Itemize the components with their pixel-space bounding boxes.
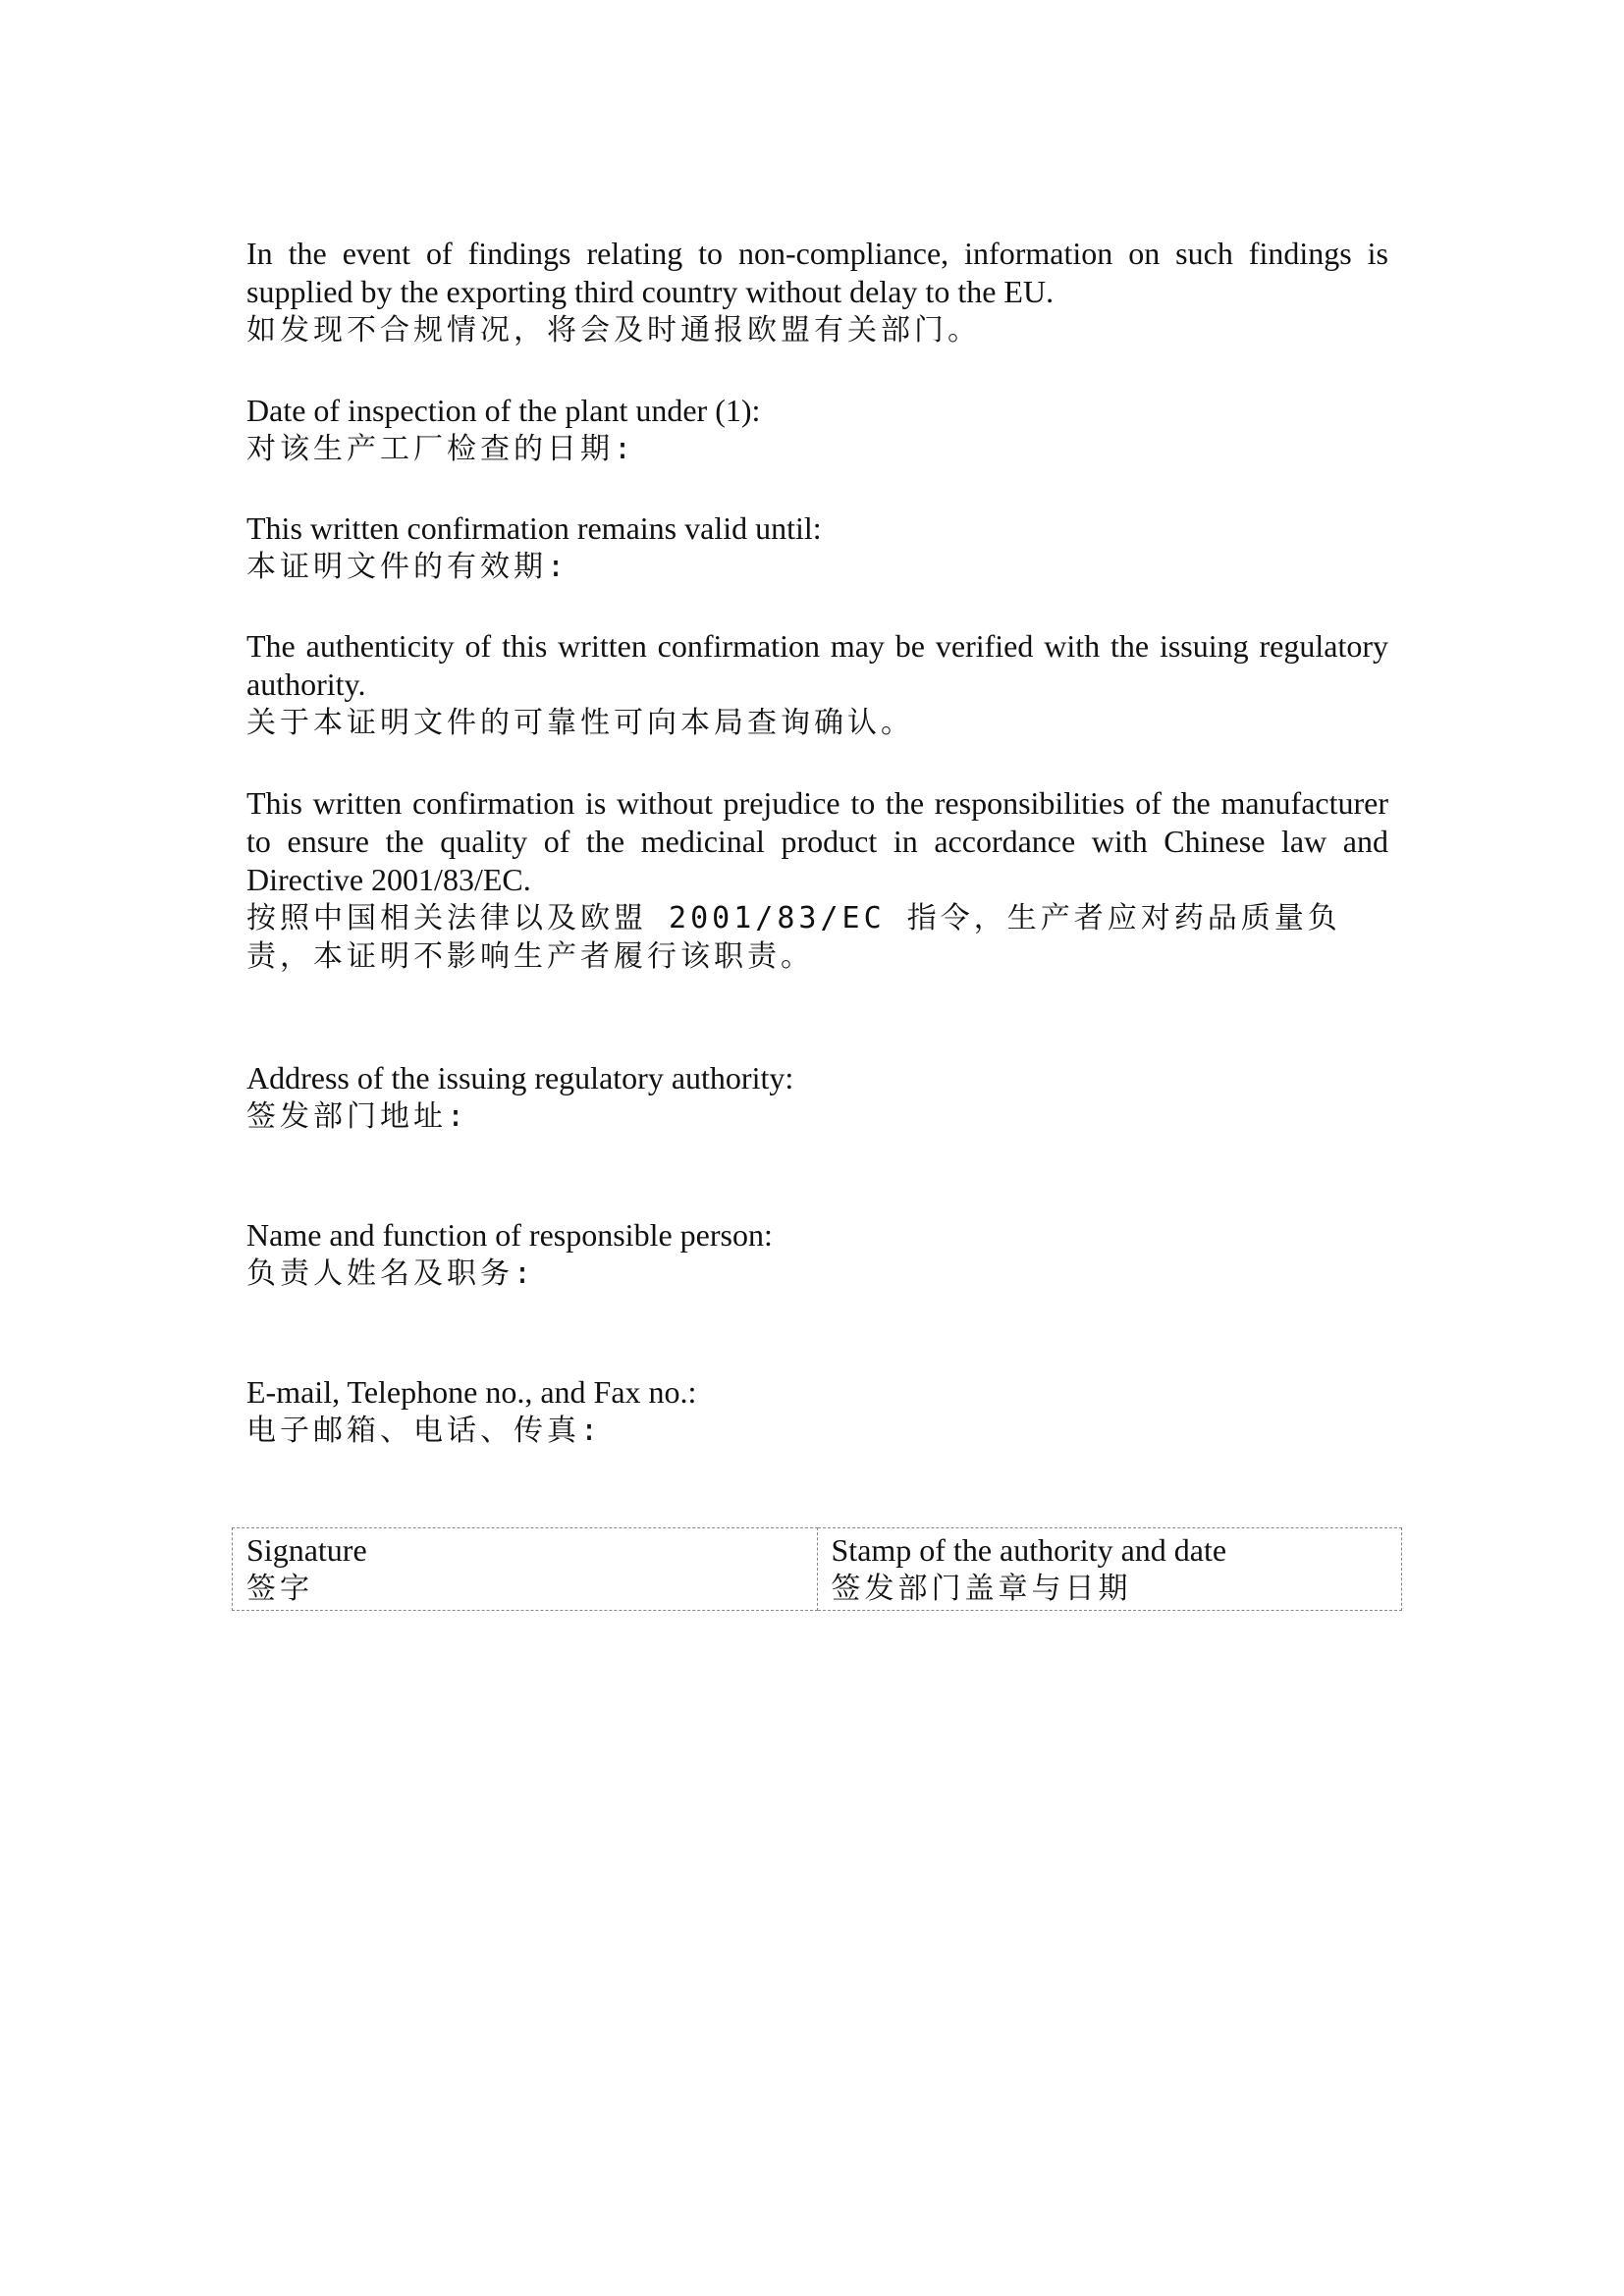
- stamp-label-zh: 签发部门盖章与日期: [831, 1572, 1132, 1606]
- validity-label-en: This written confirmation remains valid until:: [246, 510, 822, 546]
- responsibility-text-en: This written confirmation is without prejudice to the responsibilities of the manufacturer to ensure the quality of the medicinal product in accordance with Chinese law and Directive 2001/83/EC.: [246, 785, 1388, 897]
- non-compliance-section: [246, 235, 1388, 349]
- responsibility-section: [246, 784, 1388, 976]
- stamp-cell: [817, 1528, 1402, 1611]
- authenticity-section: [246, 627, 1388, 742]
- validity-section: [246, 509, 1388, 586]
- contact-label-en: E-mail, Telephone no., and Fax no.:: [246, 1374, 697, 1410]
- signature-label-en: Signature: [246, 1532, 367, 1568]
- address-section: [246, 1059, 1388, 1136]
- stamp-label-en: Stamp of the authority and date: [831, 1532, 1227, 1568]
- signature-table: [232, 1527, 1402, 1611]
- responsibility-text-zh: 按照中国相关法律以及欧盟 2001/83/EC 指令，生产者应对药品质量负责，本证明不影响生产者履行该职责。: [246, 901, 1341, 974]
- inspection-date-section: [246, 392, 1388, 468]
- contact-label-zh: 电子邮箱、电话、传真:: [246, 1414, 603, 1448]
- inspection-date-label-zh: 对该生产工厂检查的日期:: [246, 432, 636, 466]
- responsible-person-label-zh: 负责人姓名及职务:: [246, 1256, 536, 1291]
- validity-label-zh: 本证明文件的有效期:: [246, 550, 569, 584]
- non-compliance-text-zh: 如发现不合规情况，将会及时通报欧盟有关部门。: [246, 313, 981, 347]
- responsible-person-label-en: Name and function of responsible person:: [246, 1217, 773, 1253]
- inspection-date-label-en: Date of inspection of the plant under (1):: [246, 393, 761, 428]
- signature-cell: [233, 1528, 818, 1611]
- non-compliance-text-en: In the event of findings relating to non-compliance, information on such findings is supplied by the exporting third country without delay to the EU.: [246, 236, 1388, 309]
- address-label-zh: 签发部门地址:: [246, 1099, 469, 1134]
- address-label-en: Address of the issuing regulatory authority:: [246, 1060, 794, 1095]
- signature-table-row: [233, 1528, 1402, 1611]
- authenticity-text-zh: 关于本证明文件的可靠性可向本局查询确认。: [246, 706, 914, 740]
- contact-section: [246, 1373, 1388, 1450]
- authenticity-text-en: The authenticity of this written confirmation may be verified with the issuing regulatory authority.: [246, 628, 1388, 702]
- signature-label-zh: 签字: [246, 1572, 313, 1606]
- responsible-person-section: [246, 1216, 1388, 1293]
